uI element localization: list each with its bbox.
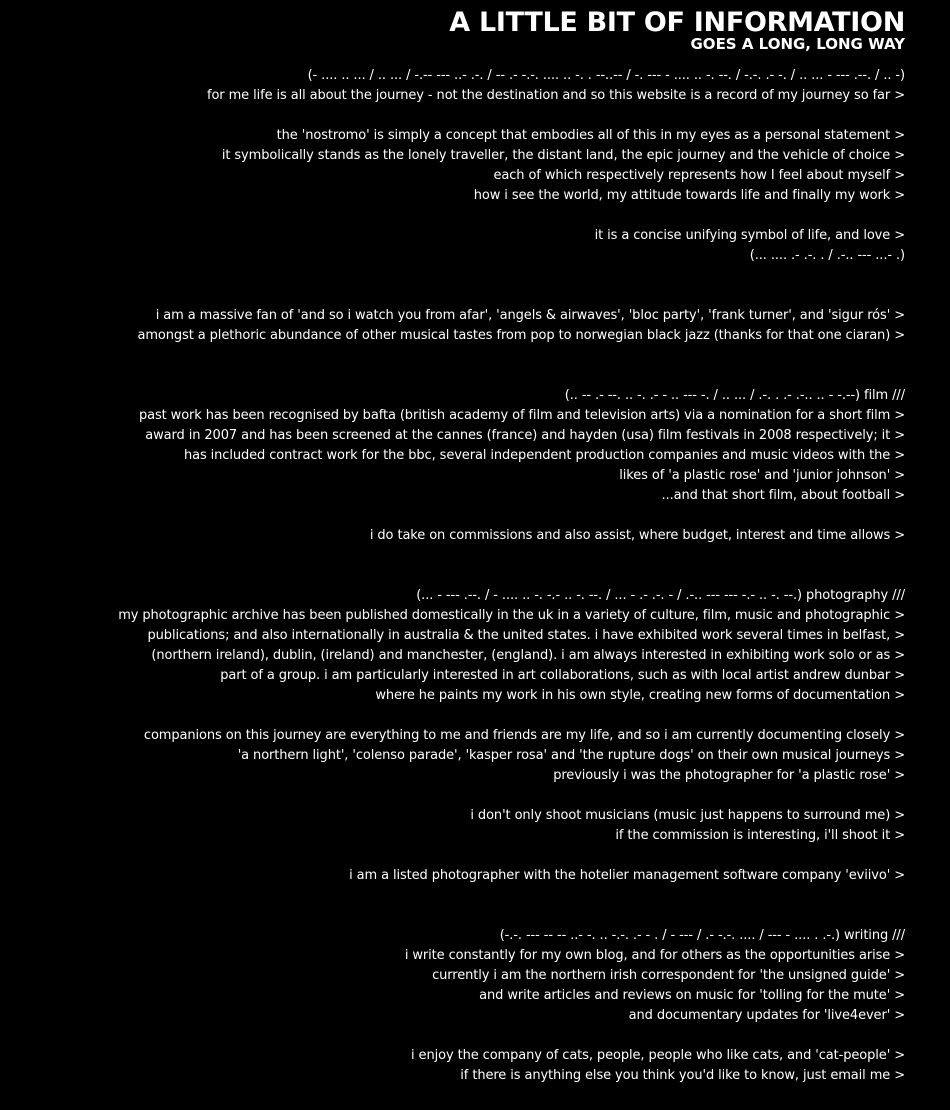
info-line: i do take on commissions and also assist, where budget, interest and time allows > [369,528,905,543]
info-line: publications; and also internationally in australia & the united states. i have exhibited work several times in belfast, > [147,628,905,643]
info-line: has included contract work for the bbc, several independent production companies and music videos with the > [183,448,905,463]
info-line: likes of 'a plastic rose' and 'junior johnson' > [619,468,905,483]
info-line: 'a northern light', 'colenso parade', 'kasper rosa' and 'the rupture dogs' on their own musical journeys > [237,748,905,763]
info-line: it symbolically stands as the lonely traveller, the distant land, the epic journey and the vehicle of choice > [221,148,905,163]
blank-line [25,106,905,126]
info-line: part of a group. i am particularly interested in art collaborations, such as with local artist andrew dunbar > [220,668,905,683]
blank-line [25,546,905,566]
info-line: each of which respectively represents how I feel about myself > [493,168,905,183]
info-line: for me life is all about the journey - not the destination and so this website is a record of my journey so far > [206,88,905,103]
info-line: and write articles and reviews on music for 'tolling for the mute' > [479,988,905,1003]
page-subtitle: GOES A LONG, LONG WAY [690,35,905,53]
info-line: (- .... .. ... / .. ... / -.-- --- ..- .-. / -- .- -.-. .... .. -. . --..-- / -. --- - .... .. -. --. / -.-. .- -. / .. ... - --- .--. / .. -) [307,68,905,83]
blank-line [25,346,905,366]
info-line: where he paints my work in his own style, creating new forms of documentation > [375,688,905,703]
blank-line [25,706,905,726]
blank-line [25,286,905,306]
info-line: how i see the world, my attitude towards life and finally my work > [473,188,905,203]
info-line: ...and that short film, about football > [661,488,905,503]
blank-line [25,266,905,286]
info-line: companions on this journey are everything to me and friends are my life, and so i am currently documenting closely > [143,728,905,743]
info-line: the 'nostromo' is simply a concept that embodies all of this in my eyes as a personal statement > [276,128,905,143]
blank-line [25,206,905,226]
page-title: A LITTLE BIT OF INFORMATION [449,7,905,38]
blank-line [25,886,905,906]
blank-line [25,366,905,386]
blank-line [25,846,905,866]
blank-line [25,1026,905,1046]
info-line: (northern ireland), dublin, (ireland) and manchester, (england). i am always interested in exhibiting work solo or as > [151,648,905,663]
info-line: if there is anything else you think you'd like to know, just email me > [460,1068,905,1083]
info-line: (... .... .- .-. . / .-.. --- ...- .) [749,248,905,263]
info-line: i don't only shoot musicians (music just happens to surround me) > [470,808,905,823]
info-line: award in 2007 and has been screened at the cannes (france) and hayden (usa) film festivals in 2008 respectively; it > [145,428,905,443]
info-line: my photographic archive has been published domestically in the uk in a variety of culture, film, music and photographic > [118,608,905,623]
info-line: currently i am the northern irish correspondent for 'the unsigned guide' > [432,968,905,983]
page-header [449,8,905,52]
blank-line [25,906,905,926]
info-line: (... - --- .--. / - .... .. -. -.- .. -. --. / ... - .- .-. - / .-.. --- --- -.- .. -. --.) photography /// [416,588,905,603]
info-line: i enjoy the company of cats, people, people who like cats, and 'cat-people' > [411,1048,905,1063]
info-line: i am a listed photographer with the hotelier management software company 'eviivo' > [349,868,905,883]
info-line: amongst a plethoric abundance of other musical tastes from pop to norwegian black jazz (thanks for that one ciaran) > [137,328,905,343]
info-line: and documentary updates for 'live4ever' > [628,1008,905,1023]
info-line: i am a massive fan of 'and so i watch you from afar', 'angels & airwaves', 'bloc party', 'frank turner', and 'sigur rós' > [155,308,905,323]
info-line: it is a concise unifying symbol of life, and love > [594,228,905,243]
info-text-block [25,66,905,1086]
blank-line [25,506,905,526]
info-line: if the commission is interesting, i'll shoot it > [615,828,905,843]
info-line: past work has been recognised by bafta (british academy of film and television arts) via a nomination for a short film > [138,408,905,423]
info-line: i write constantly for my own blog, and for others as the opportunities arise > [404,948,905,963]
blank-line [25,566,905,586]
blank-line [25,786,905,806]
info-line: previously i was the photographer for 'a plastic rose' > [553,768,905,783]
info-line: (-.-. --- -- -- ..- -. .. -.-. .- - . / - --- / .- -.-. .... / --- - .... . .-.) writing /// [499,928,905,943]
info-line: (.. -- .- --. .. -. .- - .. --- -. / .. ... / .-. . .- .-.. .. - -.--) film /// [564,388,905,403]
